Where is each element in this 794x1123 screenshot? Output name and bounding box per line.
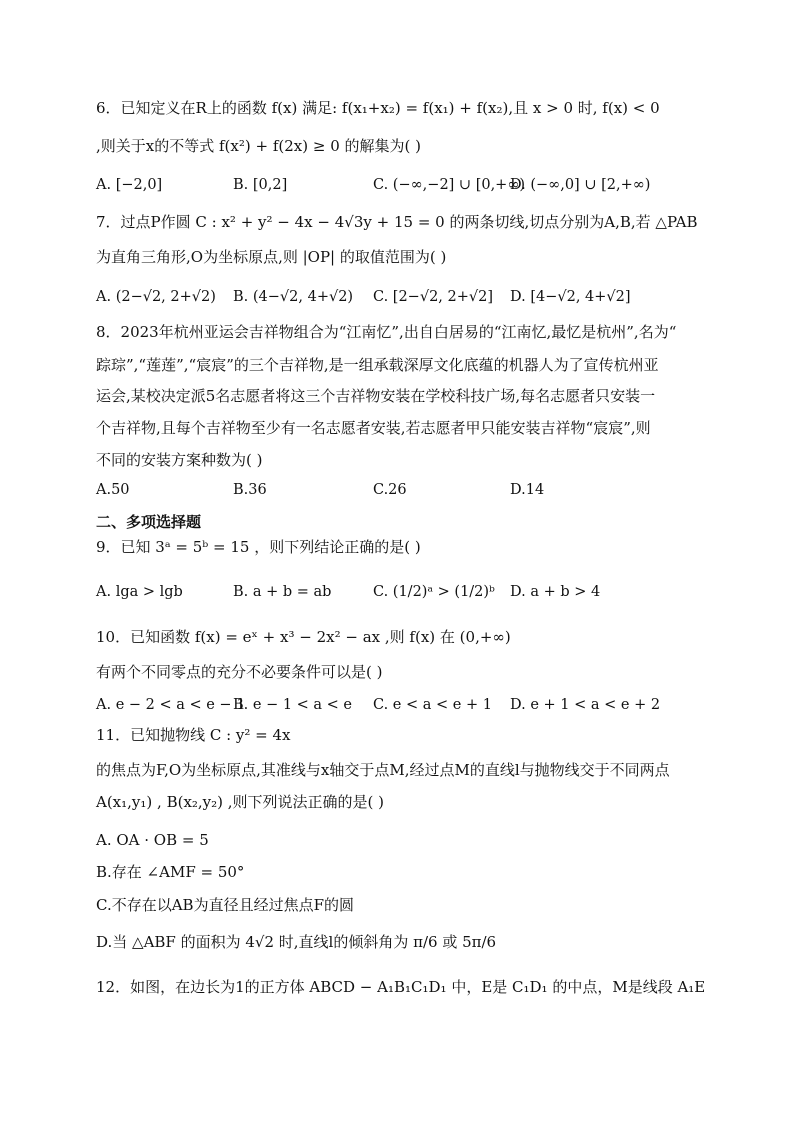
option-q9-B: B. a + b = ab — [233, 584, 332, 600]
q8-l1-text: 8．2023年杭州亚运会吉祥物组合为“江南忆”,出自白居易的“江南忆,最忆是杭州”,名为“ — [96, 323, 677, 341]
q12-l1-text: 12．如图，在边长为1的正方体 ABCD − A₁B₁C₁D₁ 中，E是 C₁D₁ 的中点，M是线段 A₁E — [96, 978, 706, 996]
q6-l2-text: ,则关于x的不等式 f(x²) + f(2x) ≥ 0 的解集为( ) — [96, 137, 421, 155]
q10-l2-text: 有两个不同零点的充分不必要条件可以是( ) — [96, 663, 383, 681]
option-q6-A: A. [−2,0] — [96, 177, 163, 193]
q11-C-text: C.不存在以AB为直径且经过焦点F的圆 — [96, 896, 354, 914]
option-q7-B: B. (4−√2, 4+√2) — [233, 289, 354, 305]
option-q9-C: C. (1/2)ᵃ > (1/2)ᵇ — [373, 584, 495, 600]
section-title: 二、多项选择题 — [96, 513, 202, 531]
q6-l1-text: 6．已知定义在R上的函数 f(x) 满足: f(x₁+x₂) = f(x₁) + f(x₂),且 x > 0 时, f(x) < 0 — [96, 99, 660, 117]
q8-l3-text: 运会,某校决定派5名志愿者将这三个吉祥物安装在学校科技广场,每名志愿者只安装一 — [96, 387, 656, 405]
q10-l1-text: 10．已知函数 f(x) = eˣ + x³ − 2x² − ax ,则 f(x) 在 (0,+∞) — [96, 628, 511, 646]
option-q10-D: D. e + 1 < a < e + 2 — [510, 697, 661, 713]
q11-A-text: A. OA · OB = 5 — [96, 831, 209, 849]
q9-l1-text: 9．已知 3ᵃ = 5ᵇ = 15 ，则下列结论正确的是( ) — [96, 538, 421, 556]
q7-l1-text: 7．过点P作圆 C : x² + y² − 4x − 4√3y + 15 = 0 的两条切线,切点分别为A,B,若 △PAB — [96, 213, 698, 231]
option-q10-C: C. e < a < e + 1 — [373, 697, 492, 713]
option-q9-A: A. lga > lgb — [96, 584, 183, 600]
option-q8-B: B.36 — [233, 482, 267, 498]
option-q6-C: C. (−∞,−2] ∪ [0,+∞) — [373, 177, 526, 193]
option-q8-D: D.14 — [510, 482, 545, 498]
q8-l5-text: 不同的安装方案种数为( ) — [96, 451, 263, 469]
option-q6-B: B. [0,2] — [233, 177, 288, 193]
option-q7-C: C. [2−√2, 2+√2] — [373, 289, 494, 305]
q11-B-text: B.存在 ∠AMF = 50° — [96, 863, 245, 881]
q7-l2-text: 为直角三角形,O为坐标原点,则 |OP| 的取值范围为( ) — [96, 248, 447, 266]
q8-l2-text: 踪琮”,“莲莲”,“宸宸”的三个吉祥物,是一组承载深厚文化底蕴的机器人为了宣传杭州亚 — [96, 356, 659, 374]
option-q8-A: A.50 — [96, 482, 130, 498]
option-q6-D: D. (−∞,0] ∪ [2,+∞) — [510, 177, 651, 193]
q11-l2-text: 的焦点为F,O为坐标原点,其准线与x轴交于点M,经过点M的直线l与抛物线交于不同两点 — [96, 761, 670, 779]
option-q10-B: B. e − 1 < a < e — [233, 697, 353, 713]
option-q9-D: D. a + b > 4 — [510, 584, 601, 600]
option-q8-C: C.26 — [373, 482, 407, 498]
q8-l4-text: 个吉祥物,且每个吉祥物至少有一名志愿者安装,若志愿者甲只能安装吉祥物“宸宸”,则 — [96, 419, 651, 437]
q11-D-text: D.当 △ABF 的面积为 4√2 时,直线l的倾斜角为 π/6 或 5π/6 — [96, 933, 497, 951]
option-q7-D: D. [4−√2, 4+√2] — [510, 289, 631, 305]
q11-l1-text: 11．已知抛物线 C : y² = 4x — [96, 726, 291, 744]
option-q7-A: A. (2−√2, 2+√2) — [96, 289, 216, 305]
q11-l3-text: A(x₁,y₁) , B(x₂,y₂) ,则下列说法正确的是( ) — [96, 793, 385, 811]
option-q10-A: A. e − 2 < a < e − 1 — [96, 697, 246, 713]
